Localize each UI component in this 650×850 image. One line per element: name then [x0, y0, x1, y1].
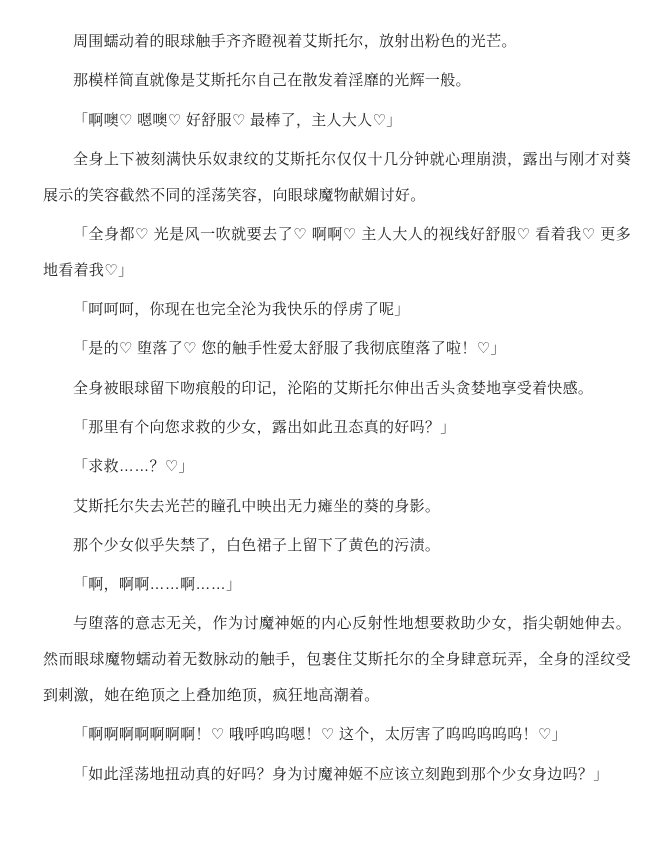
- novel-text-body: [43, 24, 631, 792]
- paragraph: 「全身都♡ 光是风一吹就要去了♡ 啊啊♡ 主人大人的视线好舒服♡ 看着我♡ 更多地看着我♡」: [43, 225, 631, 279]
- paragraph: 「呵呵呵，你现在也完全沦为我快乐的俘虏了呢」: [73, 301, 410, 319]
- paragraph: 那模样简直就像是艾斯托尔自己在散发着淫靡的光辉一般。: [73, 72, 471, 90]
- paragraph: 「如此淫荡地扭动真的好吗？身为讨魔神姬不应该立刻跑到那个少女身边吗？」: [73, 765, 609, 783]
- paragraph: 那个少女似乎失禁了，白色裙子上留下了黄色的污渍。: [73, 536, 441, 554]
- paragraph: 「是的♡ 堕落了♡ 您的触手性爱太舒服了我彻底堕落了啦！♡」: [73, 340, 506, 358]
- paragraph: 「求救……？♡」: [73, 458, 194, 476]
- paragraph: 周围蠕动着的眼球触手齐齐瞪视着艾斯托尔，放射出粉色的光芒。: [73, 33, 517, 50]
- paragraph: 全身上下被刻满快乐奴隶纹的艾斯托尔仅仅十几分钟就心理崩溃，露出与刚才对葵展示的笑容截然不同的淫荡笑容，向眼球魔物献媚讨好。: [43, 150, 631, 204]
- paragraph: 艾斯托尔失去光芒的瞳孔中映出无力瘫坐的葵的身影。: [73, 497, 441, 515]
- paragraph: 「啊啊啊啊啊啊啊！♡ 哦呼呜呜嗯！♡ 这个，太厉害了呜呜呜呜呜！♡」: [73, 726, 567, 744]
- paragraph: 「那里有个向您求救的少女，露出如此丑态真的好吗？」: [73, 418, 456, 436]
- paragraph: 与堕落的意志无关，作为讨魔神姬的内心反射性地想要救助少女，指尖朝她伸去。然而眼球魔物蠕动着无数脉动的触手，包裹住艾斯托尔的全身肆意玩弄，全身的淫纹受到刺激，她在绝顶之上叠加绝顶，疯狂地高潮着。: [43, 615, 631, 705]
- paragraph: 「啊，啊啊……啊……」: [73, 576, 242, 594]
- paragraph: 全身被眼球留下吻痕般的印记，沦陷的艾斯托尔伸出舌头贪婪地享受着快感。: [73, 379, 594, 397]
- paragraph: 「啊噢♡ 嗯噢♡ 好舒服♡ 最棒了，主人大人♡」: [73, 111, 402, 129]
